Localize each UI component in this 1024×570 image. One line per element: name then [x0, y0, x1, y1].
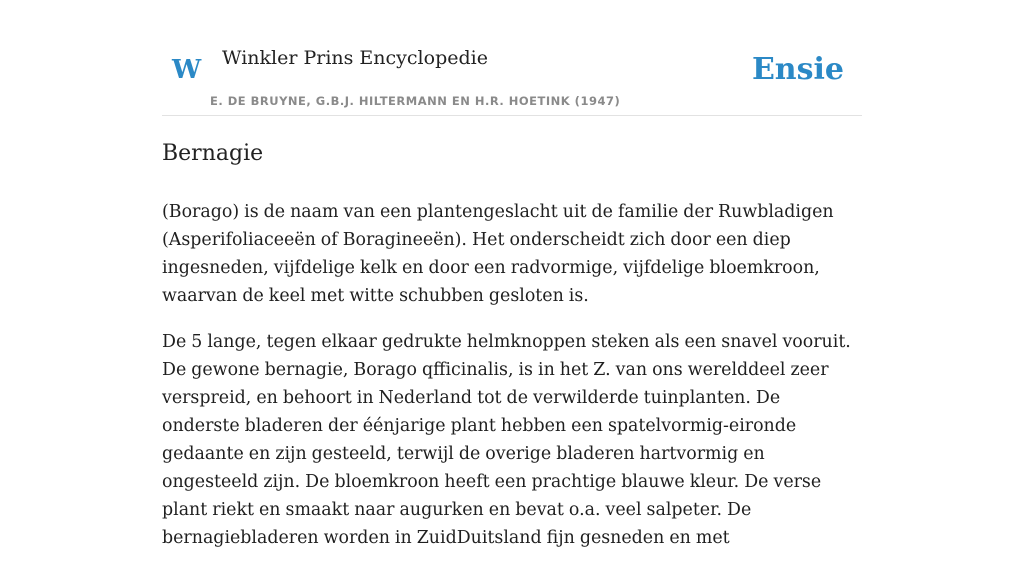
book-header	[162, 0, 862, 116]
article-paragraph: De 5 lange, tegen elkaar gedrukte helmknoppen steken als een snavel vooruit. De gewone bernagie, Borago qfficinalis, is in het Z. van ons werelddeel zeer verspreid, en behoort in Nederland tot de verwilderde tuinplanten. De onderste bladeren der éénjarige plant hebben een spatelvormig-eironde gedaante en zijn gesteeld, terwijl de overige bladeren hartvormig en ongesteeld zijn. De bloemkroon heeft een prachtige blauwe kleur. De verse plant riekt en smaakt naar augurken en bevat o.a. veel salpeter. De bernagiebladeren worden in ZuidDuitsland fijn gesneden en met	[162, 332, 851, 548]
ensie-brand-link[interactable]: Ensie	[751, 52, 844, 87]
article	[162, 132, 862, 570]
article-title: Bernagie	[162, 141, 264, 166]
article-paragraph: (Borago) is de naam van een plantengeslacht uit de familie der Ruwbladigen (Asperifoliaceeën of Boragineeën). Het onderscheidt zich door een diep ingesneden, vijfdelige kelk en door een radvormige, vijfdelige bloemkroon, waarvan de keel met witte schubben gesloten is.	[162, 202, 834, 306]
book-authors: E. DE BRUYNE, G.B.J. HILTERMANN EN H.R. HOETINK (1947)	[210, 94, 621, 108]
book-logo-link[interactable]: W	[172, 55, 202, 85]
book-title[interactable]: Winkler Prins Encyclopedie	[222, 47, 488, 69]
